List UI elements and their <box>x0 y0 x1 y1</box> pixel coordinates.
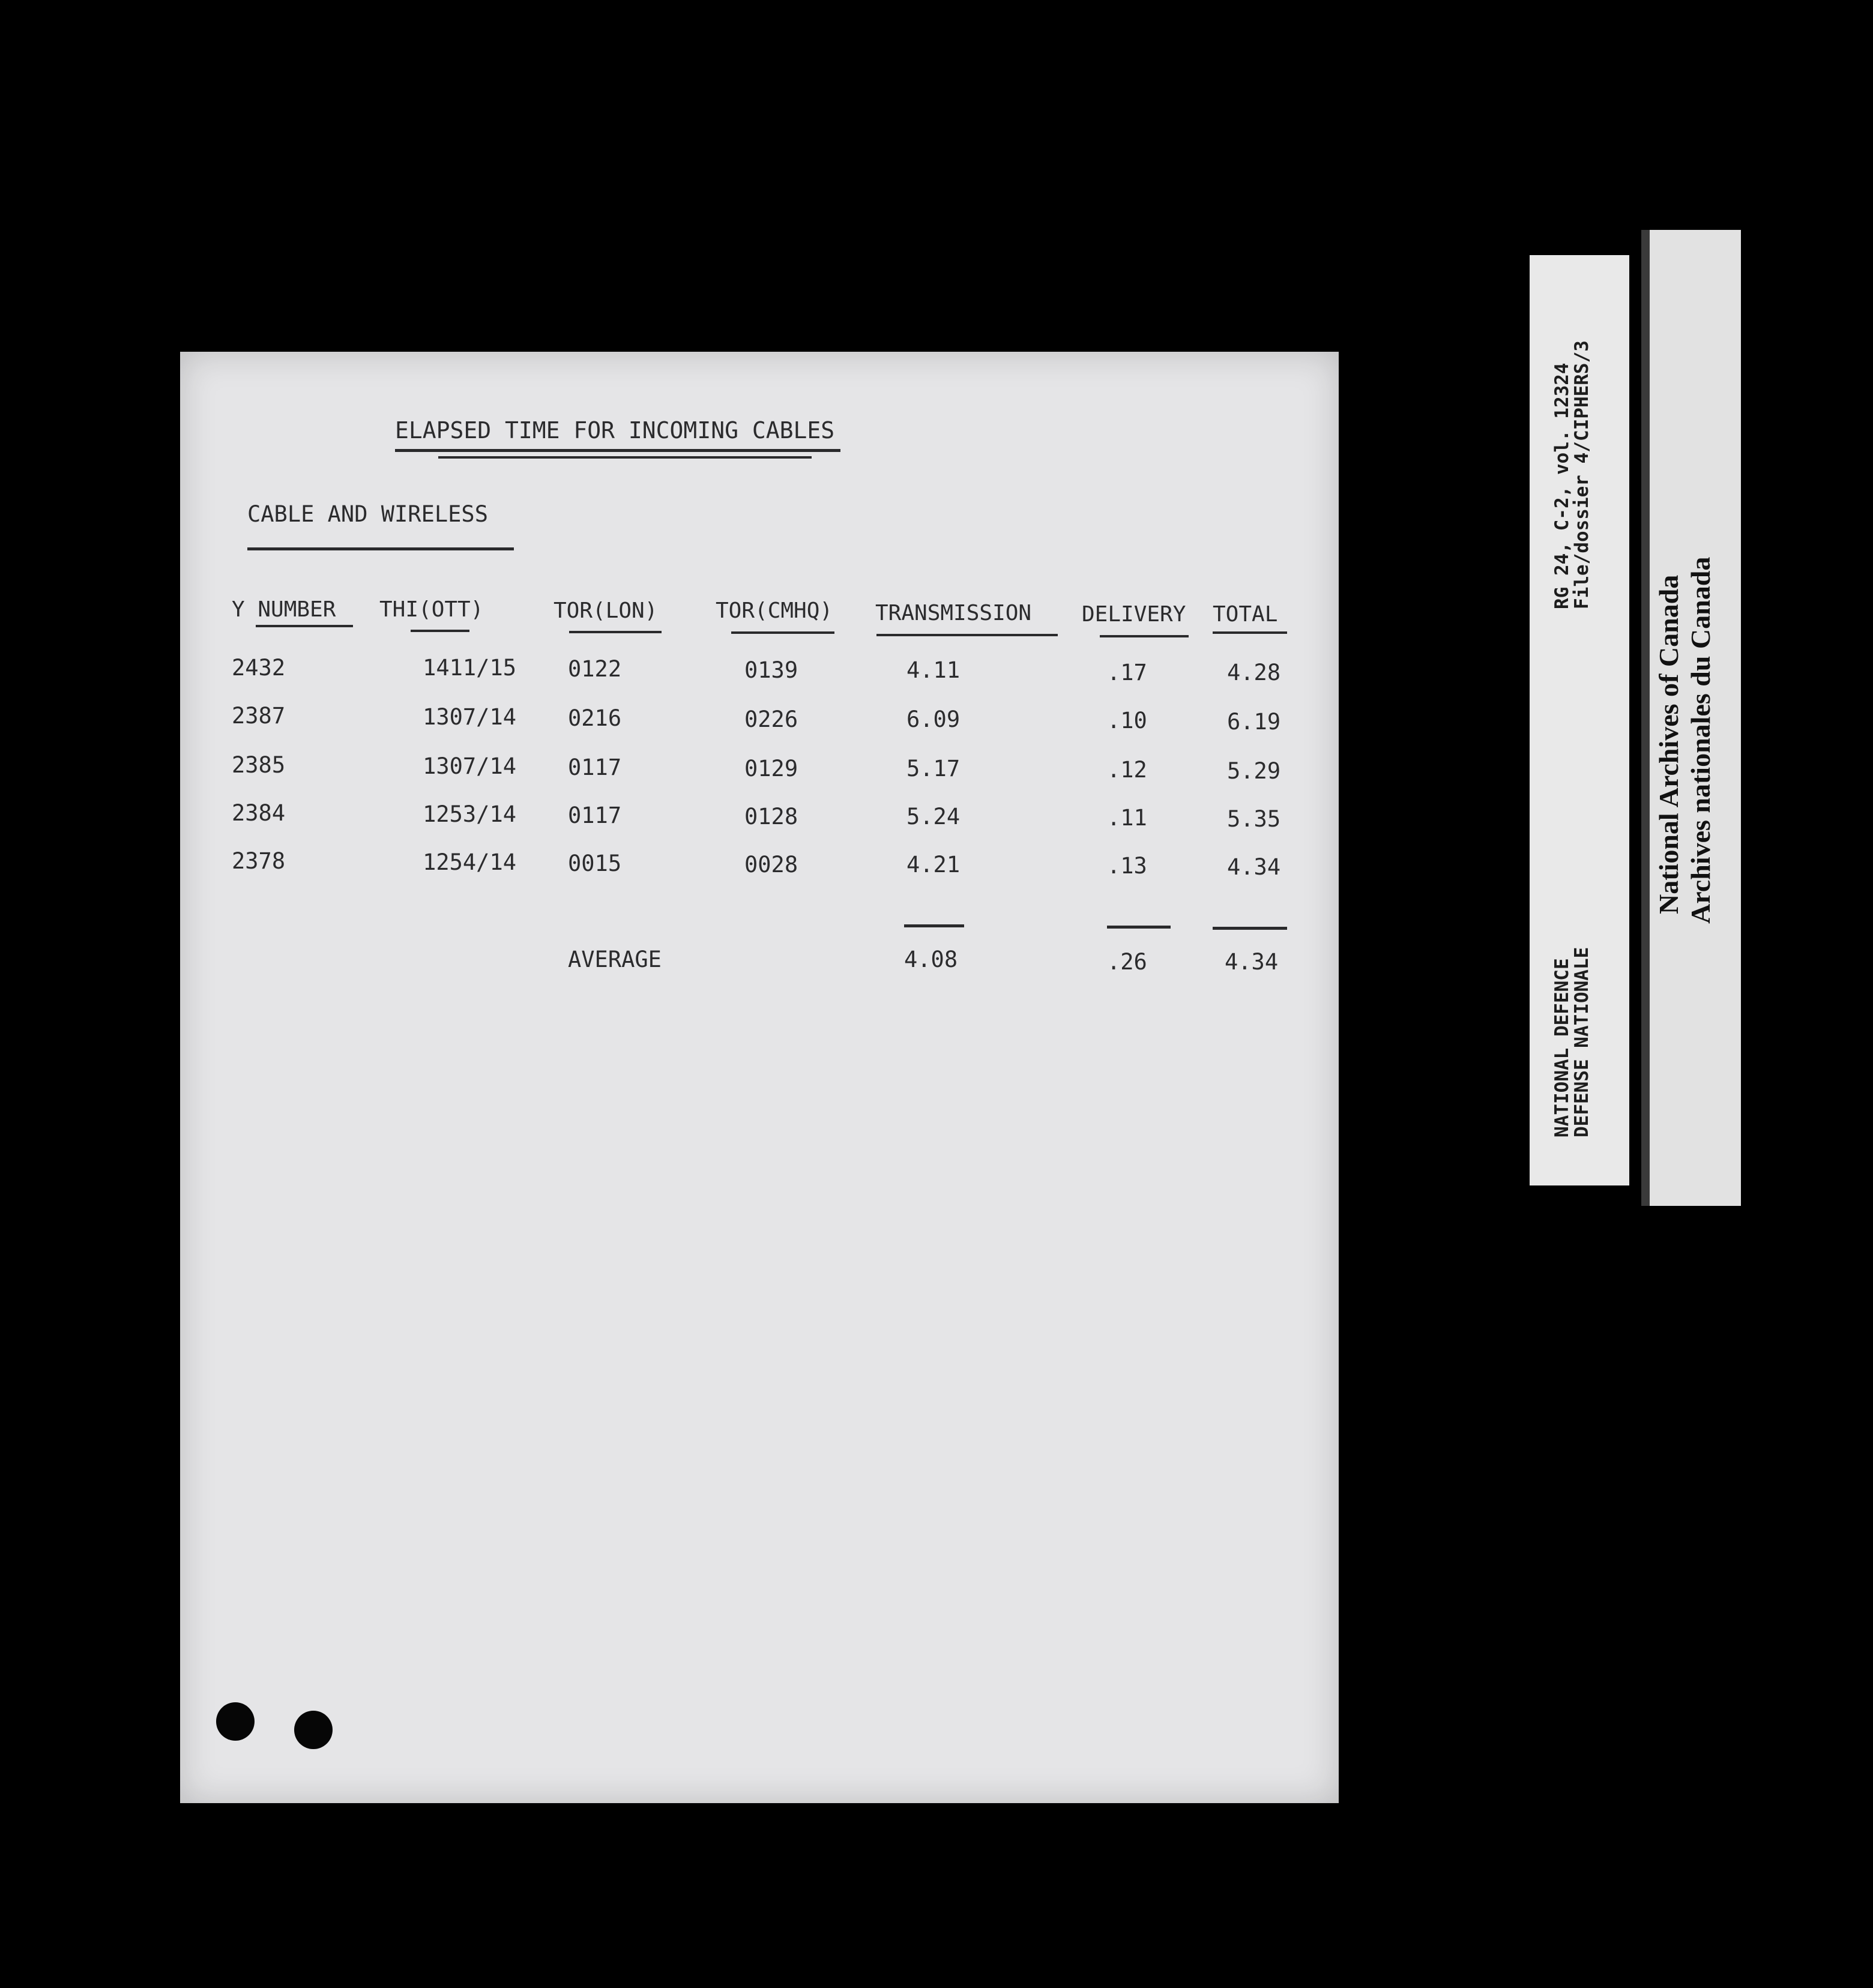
archive-reference <box>1552 340 1591 609</box>
column-header-tor-cmhq: TOR(CMHQ) <box>716 598 833 623</box>
transmission-sum-rule <box>904 924 964 927</box>
cell-delivery: .12 <box>1107 757 1147 783</box>
archive-reference-line2: File/dossier 4/CIPHERS/3 <box>1570 340 1593 609</box>
column-underline-delivery <box>1100 635 1189 637</box>
department-line1: NATIONAL DEFENCE <box>1551 958 1573 1137</box>
cell-transmission: 4.11 <box>906 657 961 683</box>
cell-transmission: 6.09 <box>906 706 961 732</box>
cell-tor-cmhq: 0028 <box>744 852 798 878</box>
cell-delivery: .11 <box>1107 805 1147 831</box>
column-underline-total <box>1213 631 1287 634</box>
column-underline-tor-lon <box>569 631 662 633</box>
cell-tor-lon: 0122 <box>568 656 622 682</box>
cell-delivery: .10 <box>1107 708 1147 733</box>
cell-tor-lon: 0015 <box>568 851 622 876</box>
average-label: AVERAGE <box>568 947 662 972</box>
column-underline-y-number <box>256 625 353 627</box>
column-header-transmission: TRANSMISSION <box>875 601 1032 625</box>
archives-name-fr: Archives nationales du Canada <box>1684 556 1716 924</box>
document-subtitle: CABLE AND WIRELESS <box>247 501 488 527</box>
title-double-underline <box>438 456 812 459</box>
column-header-y-number: Y NUMBER <box>232 597 336 622</box>
cell-tor-lon: 0117 <box>568 755 622 780</box>
punch-hole-left <box>216 1702 255 1741</box>
cell-thi-ott: 1254/14 <box>423 849 516 875</box>
cell-tor-lon: 0117 <box>568 803 622 828</box>
cell-transmission: 4.21 <box>906 852 961 878</box>
punch-hole-right <box>294 1711 333 1749</box>
cell-thi-ott: 1411/15 <box>423 655 516 681</box>
cell-total: 4.34 <box>1227 854 1281 880</box>
average-delivery: .26 <box>1107 949 1147 975</box>
cell-total: 5.35 <box>1227 806 1281 832</box>
archive-reference-line1: RG 24, C-2, vol. 12324 <box>1551 363 1573 609</box>
cell-thi-ott: 1253/14 <box>423 801 516 827</box>
subtitle-underline <box>247 547 514 550</box>
cell-tor-cmhq: 0128 <box>744 804 798 830</box>
cell-y-number: 2432 <box>232 655 286 681</box>
cell-thi-ott: 1307/14 <box>423 704 516 730</box>
archive-reference-label <box>1530 255 1629 1185</box>
column-header-delivery: DELIVERY <box>1082 602 1186 627</box>
column-header-thi-ott: THI(OTT) <box>379 597 484 622</box>
archives-canada-label <box>1641 230 1741 1206</box>
title-underline <box>395 449 840 452</box>
column-underline-transmission <box>876 634 1058 636</box>
cell-transmission: 5.24 <box>906 804 961 830</box>
cell-thi-ott: 1307/14 <box>423 753 516 779</box>
average-total: 4.34 <box>1225 949 1279 975</box>
cell-tor-lon: 0216 <box>568 705 622 731</box>
cell-total: 4.28 <box>1227 660 1281 685</box>
cell-transmission: 5.17 <box>906 756 961 782</box>
department-line2: DEFENSE NATIONALE <box>1570 947 1593 1137</box>
cell-tor-cmhq: 0226 <box>744 706 798 732</box>
document-title: ELAPSED TIME FOR INCOMING CABLES <box>395 417 835 444</box>
column-header-total: TOTAL <box>1213 602 1278 627</box>
cell-tor-cmhq: 0129 <box>744 756 798 782</box>
cell-total: 6.19 <box>1227 709 1281 735</box>
cell-y-number: 2384 <box>232 800 286 826</box>
document-page <box>180 352 1339 1803</box>
delivery-sum-rule <box>1107 926 1171 929</box>
cell-y-number: 2385 <box>232 752 286 778</box>
cell-y-number: 2378 <box>232 848 286 874</box>
cell-y-number: 2387 <box>232 703 286 729</box>
archives-name-en: National Archives of Canada <box>1653 574 1684 914</box>
archives-name <box>1653 557 1717 924</box>
department-name <box>1552 947 1591 1137</box>
average-transmission: 4.08 <box>904 947 958 972</box>
cell-delivery: .13 <box>1107 853 1147 879</box>
cell-total: 5.29 <box>1227 758 1281 784</box>
total-sum-rule <box>1213 927 1287 930</box>
column-header-tor-lon: TOR(LON) <box>553 598 658 623</box>
column-underline-thi-ott <box>411 630 469 632</box>
column-underline-tor-cmhq <box>731 631 834 634</box>
cell-delivery: .17 <box>1107 660 1147 685</box>
cell-tor-cmhq: 0139 <box>744 657 798 683</box>
